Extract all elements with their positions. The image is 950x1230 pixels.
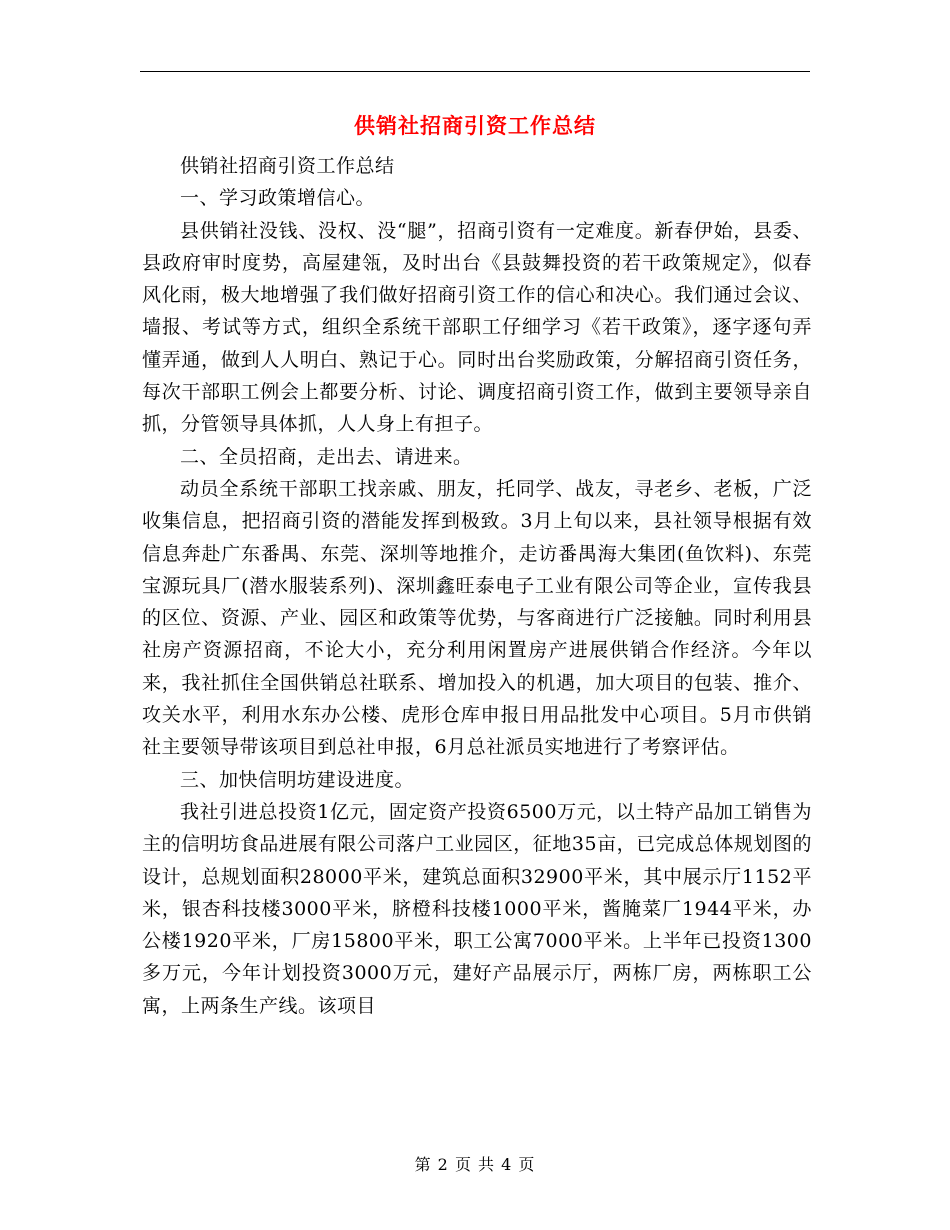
section-heading-1: 一、学习政策增信心。 xyxy=(180,187,376,210)
document-title: 供销社招商引资工作总结 xyxy=(354,113,596,138)
header-rule xyxy=(140,71,810,72)
section-heading-2: 二、全员招商，走出去、请进来。 xyxy=(180,445,473,468)
paragraph-1: 县供销社没钱、没权、没“腿”，招商引资有一定难度。新春伊始，县委、县政府审时度势，高屋建瓴，及时出台《县鼓舞投资的若干政策规定》，似春风化雨，极大地增强了我们做好招商引资工作的信心和决心。我们通过会议、墙报、考试等方式，组织全系统干部职工仔细学习《若干政策》，逐字逐句弄懂弄通，做到人人明白、熟记于心。同时出台奖励政策，分解招商引资任务，每次干部职工例会上都要分析、讨论、调度招商引资工作，做到主要领导亲自抓，分管领导具体抓，人人身上有担子。 xyxy=(142,219,812,436)
section-heading-3: 三、加快信明坊建设进度。 xyxy=(180,768,415,791)
paragraph-subtitle: 供销社招商引资工作总结 xyxy=(180,155,395,177)
paragraph-3: 我社引进总投资1亿元，固定资产投资6500万元，以土特产品加工销售为主的信明坊食品进展有限公司落户工业园区，征地35亩，已完成总体规划图的设计，总规划面积28000平米，建筑总面积32900平米，其中展示厅1152平米，银杏科技楼3000平米，脐橙科技楼1000平米，酱腌菜厂1944平米，办公楼1920平米，厂房15800平米，职工公寓7000平米。上半年已投资1300多万元，今年计划投资3000万元，建好产品展示厅，两栋厂房，两栋职工公寓，上两条生产线。该项目 xyxy=(142,800,812,1017)
paragraph-2: 动员全系统干部职工找亲戚、朋友，托同学、战友，寻老乡、老板，广泛收集信息，把招商引资的潜能发挥到极致。3月上旬以来，县社领导根据有效信息奔赴广东番禺、东莞、深圳等地推介，走访番禺海大集团(鱼饮料)、东莞宝源玩具厂(潜水服装系列)、深圳鑫旺泰电子工业有限公司等企业，宣传我县的区位、资源、产业、园区和政策等优势，与客商进行广泛接触。同时利用县社房产资源招商，不论大小，充分利用闲置房产进展供销合作经济。今年以来，我社抓住全国供销总社联系、增加投入的机遇，加大项目的包装、推介、攻关水平，利用水东办公楼、虎形仓库申报日用品批发中心项目。5月市供销社主要领导带该项目到总社申报，6月总社派员实地进行了考察评估。 xyxy=(142,477,812,759)
page-number-footer: 第 2 页 共 4 页 xyxy=(414,1155,536,1174)
document-body xyxy=(142,150,812,1022)
